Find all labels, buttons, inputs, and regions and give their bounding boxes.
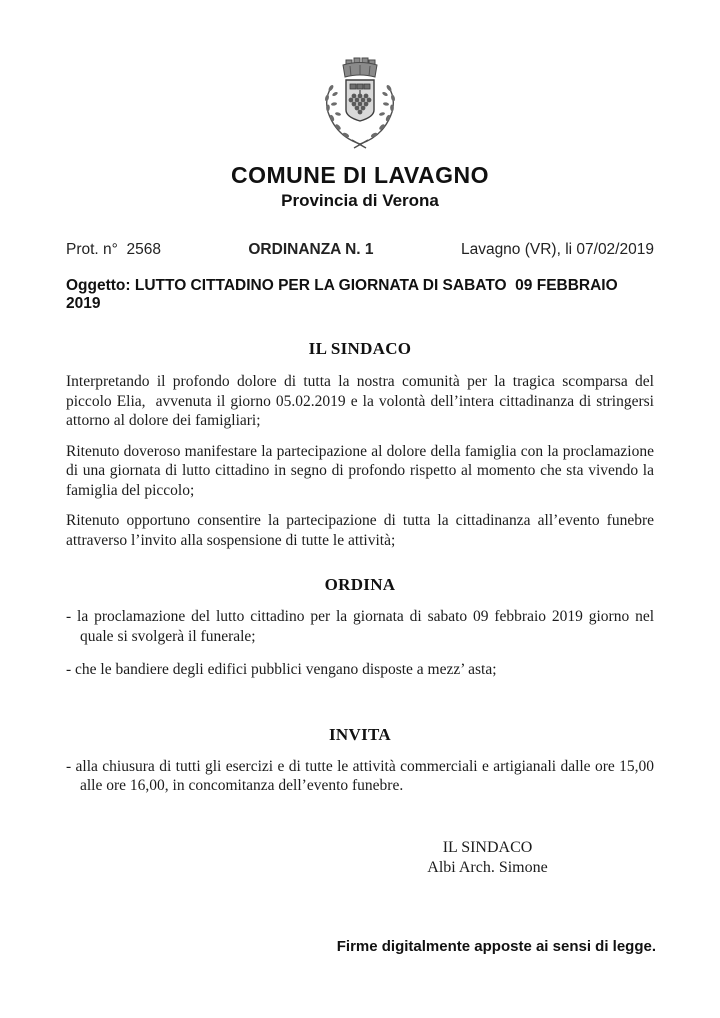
signature-role: IL SINDACO — [442, 838, 533, 856]
preamble-paragraph-3: Ritenuto opportuno consentire la partecipazione di tutta la cittadinanza all’evento funebre attraverso l’invito alla sospensione di tutte le attività; — [66, 512, 658, 549]
heading-ordina: ORDINA — [324, 575, 396, 594]
municipal-coat-of-arms-icon — [316, 56, 404, 156]
signature-block — [385, 838, 590, 878]
digital-signature-note: Firme digitalmente apposte ai sensi di legge. — [336, 937, 656, 955]
preamble-paragraph-2: Ritenuto doveroso manifestare la partecipazione al dolore della famiglia con la proclamazione di una giornata di lutto cittadino in segno di profondo rispetto al momento che sta vivendo la famiglia del piccolo; — [66, 442, 658, 499]
ordina-item-2: - che le bandiere degli edifici pubblici vengano disposte a mezz’ asta; — [66, 661, 497, 678]
heading-invita: INVITA — [329, 724, 391, 744]
meta-row — [66, 241, 654, 259]
ordina-item-1: - la proclamazione del lutto cittadino per la giornata di sabato 09 febbraio 2019 giorno nel quale si svolgerà il funerale; — [66, 608, 658, 645]
ordinance-number: ORDINANZA N. 1 — [248, 241, 374, 258]
crest-container — [0, 0, 720, 156]
preamble-paragraph-1: Interpretando il profondo dolore di tutta la nostra comunità per la tragica scomparsa del piccolo Elia, avvenuta il giorno 05.02.2019 e la volontà dell’intera cittadinanza di stringersi attorno al dolore dei famigliari; — [66, 373, 658, 429]
subject-line: Oggetto: LUTTO CITTADINO PER LA GIORNATA DI SABATO 09 FEBBRAIO 2019 — [66, 277, 622, 312]
invita-item-1: - alla chiusura di tutti gli esercizi e di tutte le attività commerciali e artigianali dalle ore 15,00 alle ore 16,00, in concomitanza dell’evento funebre. — [66, 757, 658, 794]
place-and-date: Lavagno (VR), li 07/02/2019 — [460, 241, 654, 258]
signature-name: Albi Arch. Simone — [427, 858, 548, 876]
heading-il-sindaco: IL SINDACO — [308, 339, 412, 358]
province-name: Provincia di Verona — [281, 191, 439, 210]
municipality-name: COMUNE DI LAVAGNO — [230, 162, 490, 188]
protocol-number: Prot. n° 2568 — [66, 241, 161, 258]
